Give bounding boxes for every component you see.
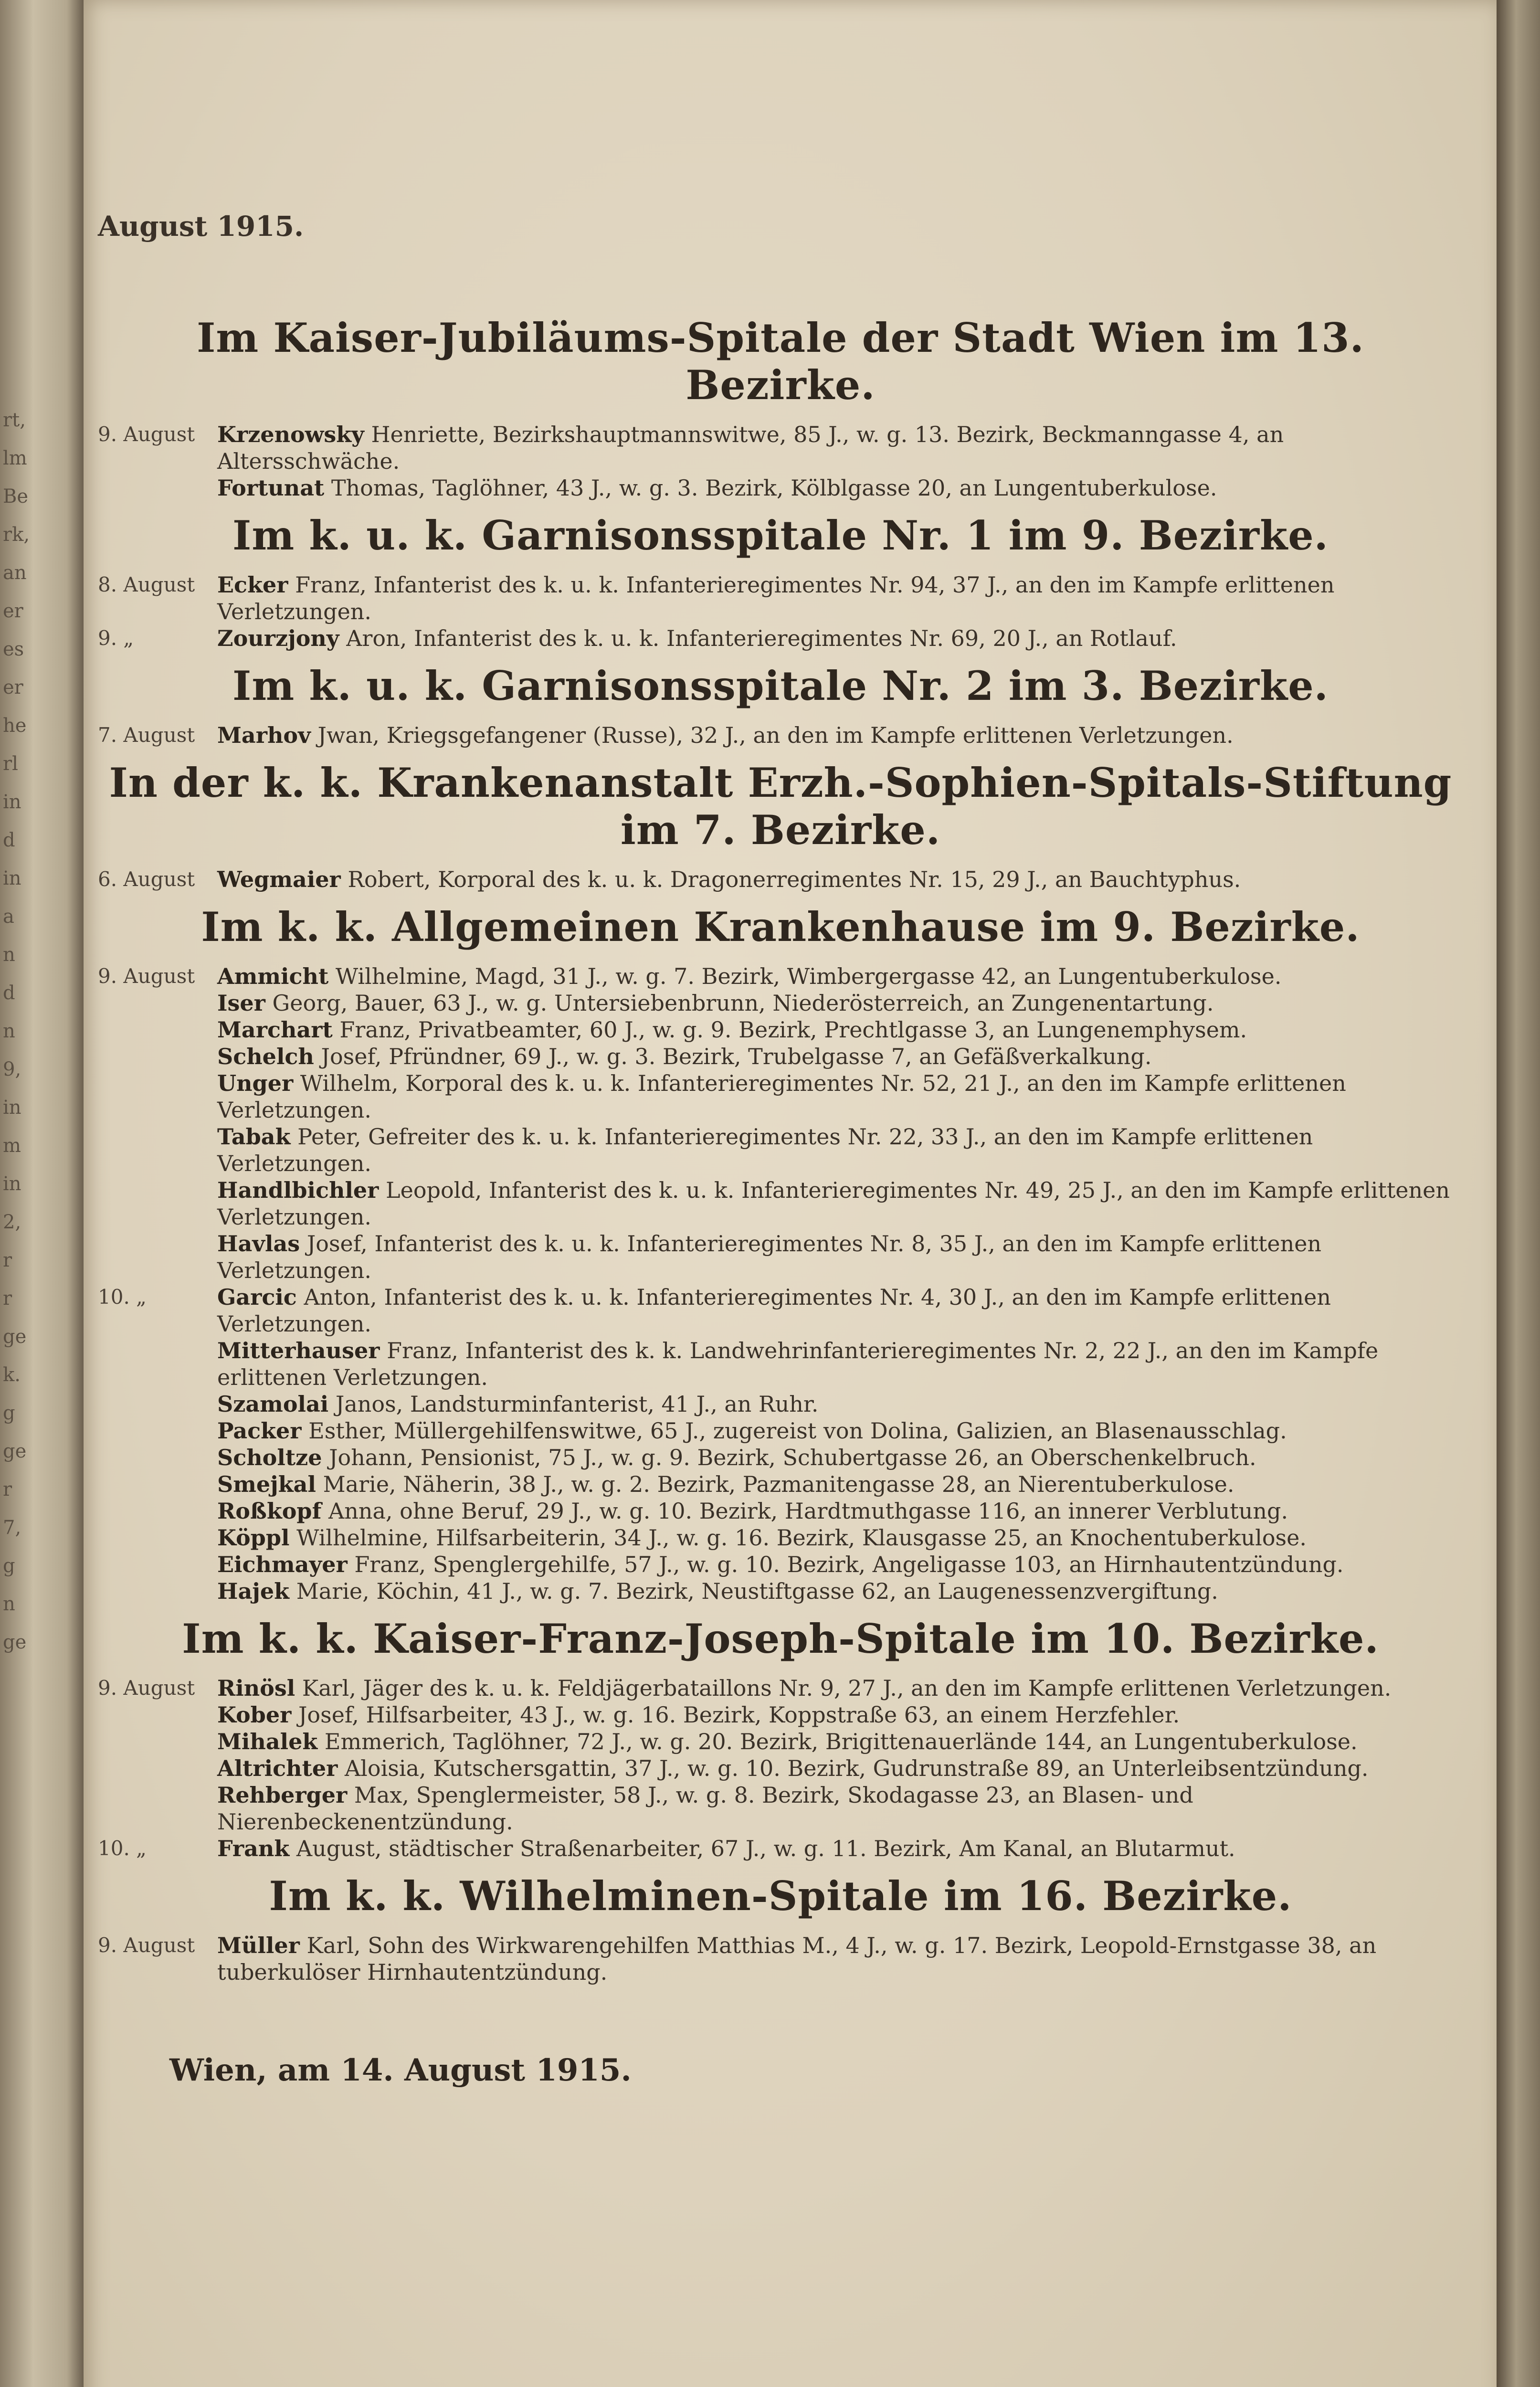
entry-date: 10. „ bbox=[98, 1285, 147, 1309]
margin-fragment: es bbox=[3, 638, 24, 660]
entry-surname: Mitterhauser bbox=[217, 1338, 380, 1363]
death-entry bbox=[98, 475, 1463, 501]
death-entry bbox=[98, 1016, 1463, 1043]
entry-details: Henriette, Bezirkshauptmannswitwe, 85 J., w. g. 13. Bezirk, Beckmanngasse 4, an Altersschwäche. bbox=[217, 422, 1284, 474]
entry-surname: Marchart bbox=[217, 1017, 333, 1043]
margin-fragment: d bbox=[3, 982, 15, 1004]
closing-line: Wien, am 14. August 1915. bbox=[169, 2052, 632, 2088]
entry-date: 6. August bbox=[98, 867, 195, 891]
entry-surname: Unger bbox=[217, 1070, 294, 1096]
death-entry bbox=[98, 990, 1463, 1016]
margin-fragment: n bbox=[3, 944, 15, 966]
death-entry bbox=[98, 1524, 1463, 1551]
entry-surname: Kober bbox=[217, 1702, 292, 1728]
section-title: Im k. u. k. Garnisonsspitale Nr. 2 im 3. Bezirke. bbox=[232, 662, 1329, 709]
margin-fragment: ge bbox=[3, 1440, 27, 1462]
entry-details: Franz, Infanterist des k. k. Landwehrinfanterieregimentes Nr. 2, 22 J., an den im Kampfe erlittenen Verletzungen. bbox=[217, 1338, 1379, 1390]
entry-details: Franz, Infanterist des k. u. k. Infanterieregimentes Nr. 94, 37 J., an den im Kampfe erlittenen Verletzungen. bbox=[217, 572, 1335, 624]
entry-details: Wilhelmine, Hilfsarbeiterin, 34 J., w. g. 16. Bezirk, Klausgasse 25, an Knochentuberkulose. bbox=[296, 1525, 1307, 1551]
margin-fragment: he bbox=[3, 715, 27, 737]
entry-surname: Packer bbox=[217, 1418, 302, 1444]
margin-fragment: rk, bbox=[3, 524, 30, 546]
entry-details: Aron, Infanterist des k. u. k. Infanterieregimentes Nr. 69, 20 J., an Rotlauf. bbox=[346, 625, 1177, 651]
entry-date: 9. August bbox=[98, 1676, 195, 1700]
document-content bbox=[98, 210, 1463, 2088]
entry-details: Franz, Privatbeamter, 60 J., w. g. 9. Bezirk, Prechtlgasse 3, an Lungenemphysem. bbox=[339, 1017, 1247, 1043]
death-entry bbox=[98, 866, 1463, 893]
death-entry bbox=[98, 1755, 1463, 1782]
margin-fragment: in bbox=[3, 1097, 21, 1119]
entry-details: Janos, Landsturminfanterist, 41 J., an Ruhr. bbox=[335, 1391, 819, 1417]
margin-fragment: an bbox=[3, 562, 27, 584]
margin-fragment: 9, bbox=[3, 1058, 21, 1080]
death-entry bbox=[98, 1391, 1463, 1417]
entry-date: 7. August bbox=[98, 723, 195, 747]
section-title: Im Kaiser-Jubiläums-Spitale der Stadt Wien im 13. Bezirke. bbox=[197, 314, 1364, 409]
entry-details: Marie, Näherin, 38 J., w. g. 2. Bezirk, Pazmanitengasse 28, an Nierentuberkulose. bbox=[323, 1471, 1234, 1497]
entry-details: Aloisia, Kutschersgattin, 37 J., w. g. 10. Bezirk, Gudrunstraße 89, an Unterleibsentzündung. bbox=[344, 1755, 1369, 1781]
margin-fragment: g bbox=[3, 1555, 15, 1577]
death-entry bbox=[98, 1043, 1463, 1070]
death-entry bbox=[98, 1701, 1463, 1728]
death-entry bbox=[98, 1932, 1463, 1986]
death-entry bbox=[98, 1728, 1463, 1755]
margin-fragment: in bbox=[3, 1173, 21, 1195]
margin-fragment: rl bbox=[3, 753, 18, 775]
entry-surname: Roßkopf bbox=[217, 1498, 322, 1524]
entry-details: Franz, Spenglergehilfe, 57 J., w. g. 10. Bezirk, Angeligasse 103, an Hirnhautentzündung. bbox=[354, 1552, 1344, 1577]
entry-surname: Wegmaier bbox=[217, 866, 341, 892]
entry-details: August, städtischer Straßenarbeiter, 67 J., w. g. 11. Bezirk, Am Kanal, an Blutarmut. bbox=[296, 1836, 1235, 1861]
entry-surname: Müller bbox=[217, 1933, 300, 1958]
margin-fragments bbox=[3, 411, 36, 1671]
entry-date: 9. August bbox=[98, 964, 195, 988]
entry-surname: Tabak bbox=[217, 1124, 291, 1150]
margin-fragment: er bbox=[3, 676, 23, 698]
section-title: Im k. k. Allgemeinen Krankenhause im 9. Bezirke. bbox=[201, 903, 1360, 951]
entry-surname: Rehberger bbox=[217, 1782, 348, 1808]
death-entry bbox=[98, 1551, 1463, 1578]
entry-details: Leopold, Infanterist des k. u. k. Infanterieregimentes Nr. 49, 25 J., an den im Kampfe erlittenen Verletzungen. bbox=[217, 1177, 1450, 1230]
entry-details: Emmerich, Taglöhner, 72 J., w. g. 20. Bezirk, Brigittenauerlände 144, an Lungentuberkulose. bbox=[324, 1729, 1358, 1754]
entry-surname: Szamolai bbox=[217, 1391, 329, 1417]
entry-date: 9. „ bbox=[98, 626, 134, 650]
margin-fragment: 7, bbox=[3, 1517, 21, 1539]
death-entry bbox=[98, 1284, 1463, 1337]
margin-fragment: Be bbox=[3, 486, 29, 507]
margin-fragment: m bbox=[3, 1135, 21, 1157]
death-entry bbox=[98, 625, 1463, 652]
margin-fragment: n bbox=[3, 1593, 15, 1615]
entry-surname: Schelch bbox=[217, 1044, 314, 1069]
death-entry bbox=[98, 1498, 1463, 1524]
document-page bbox=[84, 0, 1497, 2387]
entry-date: 9. August bbox=[98, 1933, 195, 1957]
section-title: In der k. k. Krankenanstalt Erzh.-Sophien-Spitals-Stiftung im 7. Bezirke. bbox=[109, 759, 1452, 854]
death-entry bbox=[98, 421, 1463, 475]
death-entry bbox=[98, 1444, 1463, 1471]
entry-details: Karl, Jäger des k. u. k. Feldjägerbataillons Nr. 9, 27 J., an den im Kampfe erlittenen Verletzungen. bbox=[302, 1675, 1392, 1701]
margin-fragment: in bbox=[3, 867, 21, 889]
date-heading: August 1915. bbox=[98, 210, 304, 243]
entry-details: Thomas, Taglöhner, 43 J., w. g. 3. Bezirk, Kölblgasse 20, an Lungentuberkulose. bbox=[331, 475, 1217, 501]
death-entry bbox=[98, 1230, 1463, 1284]
book-right-edge bbox=[1497, 0, 1540, 2387]
margin-fragment: n bbox=[3, 1020, 15, 1042]
entry-surname: Fortunat bbox=[217, 475, 325, 501]
margin-fragment: ge bbox=[3, 1326, 27, 1348]
entry-details: Johann, Pensionist, 75 J., w. g. 9. Bezirk, Schubertgasse 26, an Oberschenkelbruch. bbox=[329, 1445, 1256, 1470]
margin-fragment: ge bbox=[3, 1631, 27, 1653]
entry-surname: Iser bbox=[217, 990, 265, 1016]
entry-details: Josef, Pfründner, 69 J., w. g. 3. Bezirk, Trubelgasse 7, an Gefäßverkalkung. bbox=[321, 1044, 1152, 1069]
margin-fragment: er bbox=[3, 600, 23, 622]
death-entry bbox=[98, 1417, 1463, 1444]
entry-date: 9. August bbox=[98, 422, 195, 446]
margin-fragment: 2, bbox=[3, 1211, 21, 1233]
death-entry bbox=[98, 1835, 1463, 1862]
sections-container bbox=[98, 314, 1463, 1986]
death-entry bbox=[98, 1337, 1463, 1391]
margin-fragment: r bbox=[3, 1479, 12, 1500]
margin-fragment: k. bbox=[3, 1364, 21, 1386]
entry-surname: Ammicht bbox=[217, 963, 329, 989]
section-title: Im k. k. Wilhelminen-Spitale im 16. Bezirke. bbox=[269, 1872, 1292, 1920]
entry-surname: Marhov bbox=[217, 722, 311, 748]
margin-fragment: d bbox=[3, 829, 15, 851]
death-entry bbox=[98, 1123, 1463, 1177]
entry-surname: Smejkal bbox=[217, 1471, 316, 1497]
entry-details: Wilhelmine, Magd, 31 J., w. g. 7. Bezirk, Wimbergergasse 42, an Lungentuberkulose. bbox=[335, 963, 1282, 989]
margin-fragment: g bbox=[3, 1402, 15, 1424]
death-entry bbox=[98, 1782, 1463, 1835]
entry-surname: Handlbichler bbox=[217, 1177, 379, 1203]
entry-date: 10. „ bbox=[98, 1837, 147, 1860]
death-entry bbox=[98, 571, 1463, 625]
entry-details: Georg, Bauer, 63 J., w. g. Untersiebenbrunn, Niederösterreich, an Zungenentartung. bbox=[272, 990, 1214, 1016]
entry-surname: Ecker bbox=[217, 572, 288, 598]
entry-details: Josef, Hilfsarbeiter, 43 J., w. g. 16. Bezirk, Koppstraße 63, an einem Herzfehler. bbox=[298, 1702, 1180, 1728]
death-entry bbox=[98, 1578, 1463, 1605]
death-entry bbox=[98, 1070, 1463, 1123]
entry-surname: Frank bbox=[217, 1836, 290, 1861]
entry-surname: Krzenowsky bbox=[217, 422, 364, 447]
entry-surname: Hajek bbox=[217, 1578, 290, 1604]
entry-details: Robert, Korporal des k. u. k. Dragonerregimentes Nr. 15, 29 J., an Bauchtyphus. bbox=[348, 866, 1241, 892]
entry-details: Peter, Gefreiter des k. u. k. Infanterieregimentes Nr. 22, 33 J., an den im Kampfe erlittenen Verletzungen. bbox=[217, 1124, 1313, 1176]
margin-fragment: rt, bbox=[3, 409, 26, 431]
margin-fragment: r bbox=[3, 1249, 12, 1271]
entry-details: Esther, Müllergehilfenswitwe, 65 J., zugereist von Dolina, Galizien, an Blasenausschlag. bbox=[308, 1418, 1287, 1444]
death-entry bbox=[98, 1675, 1463, 1701]
entry-details: Marie, Köchin, 41 J., w. g. 7. Bezirk, Neustiftgasse 62, an Laugenessenzvergiftung. bbox=[296, 1578, 1218, 1604]
section-title: Im k. k. Kaiser-Franz-Joseph-Spitale im 10. Bezirke. bbox=[182, 1615, 1379, 1662]
entry-details: Anton, Infanterist des k. u. k. Infanterieregimentes Nr. 4, 30 J., an den im Kampfe erlittenen Verletzungen. bbox=[217, 1284, 1331, 1337]
facing-page-edge bbox=[0, 0, 84, 2387]
entry-details: Josef, Infanterist des k. u. k. Infanterieregimentes Nr. 8, 35 J., an den im Kampfe erlittenen Verletzungen. bbox=[217, 1231, 1322, 1283]
entry-surname: Havlas bbox=[217, 1231, 300, 1257]
entry-surname: Scholtze bbox=[217, 1445, 322, 1470]
margin-fragment: lm bbox=[3, 447, 27, 469]
entry-surname: Zourzjony bbox=[217, 625, 339, 651]
death-entry bbox=[98, 722, 1463, 749]
entry-surname: Eichmayer bbox=[217, 1552, 348, 1577]
death-entry bbox=[98, 1471, 1463, 1498]
entry-details: Anna, ohne Beruf, 29 J., w. g. 10. Bezirk, Hardtmuthgasse 116, an innerer Verblutung. bbox=[328, 1498, 1288, 1524]
death-entry bbox=[98, 963, 1463, 990]
entry-date: 8. August bbox=[98, 573, 195, 596]
entry-surname: Köppl bbox=[217, 1525, 290, 1551]
entry-surname: Garcic bbox=[217, 1284, 297, 1310]
entry-details: Jwan, Kriegsgefangener (Russe), 32 J., an den im Kampfe erlittenen Verletzungen. bbox=[317, 722, 1234, 748]
margin-fragment: in bbox=[3, 791, 21, 813]
entry-details: Karl, Sohn des Wirkwarengehilfen Matthias M., 4 J., w. g. 17. Bezirk, Leopold-Ernstgasse 38, an tuberkulöser Hirnhautentzündung. bbox=[217, 1933, 1377, 1985]
death-entry bbox=[98, 1177, 1463, 1230]
entry-surname: Mihalek bbox=[217, 1729, 318, 1754]
section-title: Im k. u. k. Garnisonsspitale Nr. 1 im 9. Bezirke. bbox=[232, 512, 1329, 559]
entry-details: Max, Spenglermeister, 58 J., w. g. 8. Bezirk, Skodagasse 23, an Blasen- und Nierenbeckenentzündung. bbox=[217, 1782, 1193, 1835]
entry-surname: Altrichter bbox=[217, 1755, 338, 1781]
entry-surname: Rinösl bbox=[217, 1675, 295, 1701]
margin-fragment: r bbox=[3, 1288, 12, 1310]
margin-fragment: a bbox=[3, 906, 14, 928]
entry-details: Wilhelm, Korporal des k. u. k. Infanterieregimentes Nr. 52, 21 J., an den im Kampfe erlittenen Verletzungen. bbox=[217, 1070, 1346, 1123]
